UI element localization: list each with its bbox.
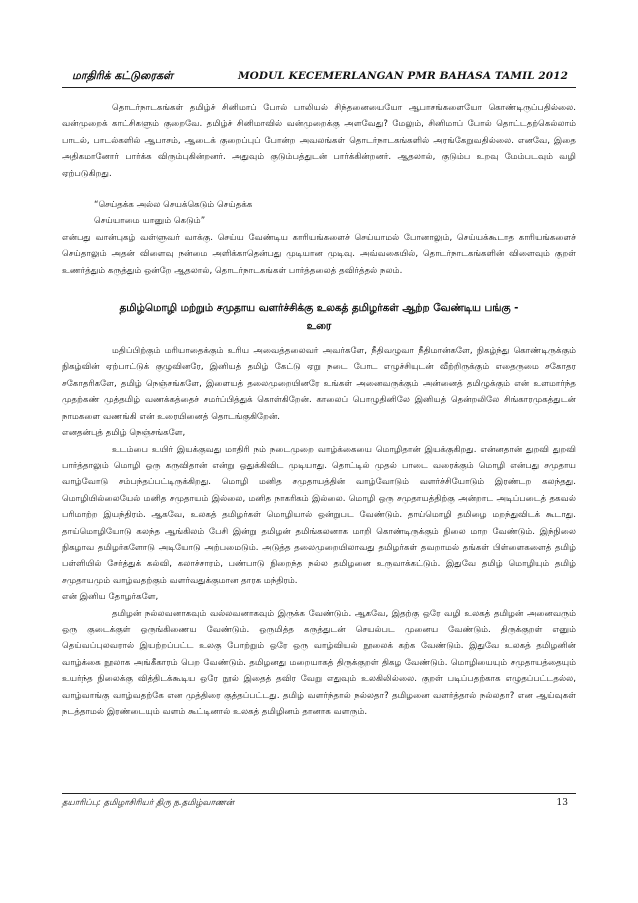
essay-paragraph-1: மதிப்பிற்கும் மரியாதைக்கும் உரிய அவைத்தலைவர் அவர்களே, நீதிவழுவா நீதிமான்களே, நிகழ்ந்து கொண்டிருக்கும் நிகழ்வின் ஏற்பாட்டுக் குழுவினரே, இனியத் தமிழ் கேட்டு ஏறு நடை போட எழுச்சியுடன் வீற்றிருக்கும் எதைருமை சகோதர சகோதரிகளே, தமிழ் நெஞ்சங்களே, இளையத் தலைமுறையினரே உங்கள் அனைவருக்கும் அன்னைத் தமிழுக்கும் என் உளமார்ந்த முதற்கண் முத்தமிழ் வணக்கத்தைச் சமர்ப்பித்துக் கொள்கிறேன். காலைப் பொழுதினிலே இனியத் தென்றலிலே சிங்காரமுகத்துடன் நாமகளை வணங்கி என் உரையினைத் தொடங்குகிறேன். xyxy=(62,346,576,422)
essay-salutation-2: என் இனிய தோழர்களே, xyxy=(62,592,159,603)
kural-quote-line-2: செய்யாமை யானும் கெடும்” xyxy=(94,216,206,227)
intro-paragraph-2: என்பது வான்புகழ் வள்ளுவர் வாக்கு. செய்ய வேண்டிய காரியங்களைச் செய்யாமல் போனாலும், செய்யக்கூடாத காரியங்களைச் செய்தாலும் அதன் விளைவு நன்மை அளிக்காதென்பது முடியான முடிவு. அவ்வகையில், தொடர்நாடகங்களின் விளைவும் குறள் உணர்த்தும் கருத்தும் ஒன்றே ஆதலால், தொடர்நாடகங்கள் பார்த்தலைத் தவிர்த்தல் நலம். xyxy=(62,232,576,276)
header-section-title: மாதிரிக் கட்டுரைகள் xyxy=(72,69,174,82)
spacer xyxy=(62,182,576,197)
essay-title-line-1: தமிழ்மொழி மற்றும் சமுதாய வளர்ச்சிக்கு உலகத் தமிழர்கள் ஆற்ற வேண்டிய பங்கு - xyxy=(119,302,519,315)
page-header xyxy=(62,67,576,88)
essay-title-line-2: உரை xyxy=(306,320,332,333)
essay-title xyxy=(62,299,576,335)
intro-paragraph-1: தொடர்நாடகங்கள் தமிழ்ச் சினிமாப் போல் பாலியல் சிந்தனையையோ ஆபாசங்களையோ கொண்டிருப்பதில்லை. வன்முறைக் காட்சிகளும் குறைவே. தமிழ்ச் சினிமாவில் வன்முறைக்கு அளவேது? மேலும், சினிமாப் போல் தொட்டதற்கெல்லாம் பாடல், பாடல்களில் ஆபாசம், ஆடைக் குறைப்புப் போன்ற அவலங்கள் தொடர்நாடகங்களில் அரங்கேறுவதில்லை. எனவே, இதை அதிகமானோர் பார்க்க விரும்புகின்றனர். அதுவும் குடும்பத்துடன் பார்க்கின்றனர். ஆதலால், குடும்ப உறவு மேம்படவும் வழி ஏற்படுகிறது. xyxy=(62,103,576,179)
page-body xyxy=(62,100,576,720)
essay-paragraph-2: உடம்பை உயிர் இயக்குவது மாதிரி நம் நடைமுறை வாழ்க்கையை மொழிதான் இயக்குகிறது. என்னதான் துறவி துறவி பார்த்தாலும் மொழி ஒரு கருவிதான் என்று ஒதுக்கிவிட முடியாது. தொட்டில் முதல் பாடை வரைக்கும் மொழி என்பது சமுதாய வாழ்வோடு சம்பந்தப்பட்டிருக்கிறது. மொழி மனித சமுதாயத்தின் வாழ்வோடும் வளர்ச்சியோடும் இரண்டற கலந்தது. மொழியில்லையேல் மனித சமுதாயம் இல்லை, மனித நாகரிகம் இல்லை. மொழி ஒரு சமுதாயத்திற்கு அன்றாட அடிப்படைத் தகவல் பரிமாற்ற இயந்திரம். ஆகவே, உலகத் தமிழர்கள் மொழியால் ஒன்றுபட வேண்டும். தாய்மொழி தமிழை மறந்துவிடக் கூடாது. தாய்மொழியோடு கலந்த ஆங்கிலம் பேசி இன்று தமிழன் தமிங்கலனாக மாறி கொண்டிருக்கும் நிலை மாற வேண்டும். இந்நிலை நிகழாவ தமிழர்களோடு அடியோடு அற்பமைடும். அடுத்த தலைமுறையிலாவது தமிழர்கள் தவறாமல் தங்கள் பிள்ளைகளைத் தமிழ் பள்ளியில் சேர்த்துக் கல்வி, கலாச்சாரம், பண்பாடு நிறைந்த நல்ல தமிழனை உருவாக்கட்டும். இதுவே தமிழ் மொழியும் தமிழ் சமுதாயமும் வாழ்வதற்கும் வளர்வதுக்குமான தாரக மந்திரம். xyxy=(62,444,576,586)
page-number: 13 xyxy=(556,798,568,808)
header-module-title: MODUL KECEMERLANGAN PMR BAHASA TAMIL 2012 xyxy=(237,70,568,82)
essay-salutation-1: எனதன்புத் தமிழ் நெஞ்சங்களே, xyxy=(62,428,186,439)
page-footer xyxy=(62,793,576,810)
essay-paragraph-3: தமிழன் நல்லவனாகவும் வல்லவனாகவும் இருக்க வேண்டும். ஆகவே, இதற்கு ஒரே வழி உலகத் தமிழன் அனைவரும் ஒரு குடைக்குள் ஒருங்கிணைய வேண்டும். ஒருமித்த கருத்துடன் செயல்பட முனைய வேண்டும். திருக்குறள் எனும் தெய்வப்புலவரால் இயற்றப்பட்ட உலகு போற்றும் ஒரே ஒரு வாழ்வியல் நூலைக் கற்க வேண்டும். இதுவே உலகத் தமிழனின் வாழ்க்கை நூலாக அங்கீகாரம் பெற வேண்டும். தமிழனது மறையாகத் திருக்குறள் திகழ வேண்டும். மொழியையும் சமுதாயத்தையும் உயர்ந்த நிலைக்கு வித்திடக்கூடிய ஒரே நூல் இதைத் தவிர வேறு எதுவும் உலகிலில்லை. குறள் படிப்பதற்காக எழுதப்பட்டதல்ல, வாழ்வாங்கு வாழ்வதற்கே என முத்திரை குத்தப்பட்டது. தமிழ் வளர்ந்தால் நல்லதா? தமிழனை வளர்த்தால் நல்லதா? என ஆய்வுகள் நடத்தாமல் இரண்டையும் வளம் கூட்டினால் உலகத் தமிழினம் தானாக வளரும். xyxy=(62,608,576,717)
kural-quote-line-1: “செய்தக்க அல்ல செயக்கெடும் செய்தக்க xyxy=(94,200,253,211)
footer-author: தயாரிப்பு: தமிழாசிரியர் திரு ந.தமிழ்வாணன் xyxy=(62,798,235,808)
